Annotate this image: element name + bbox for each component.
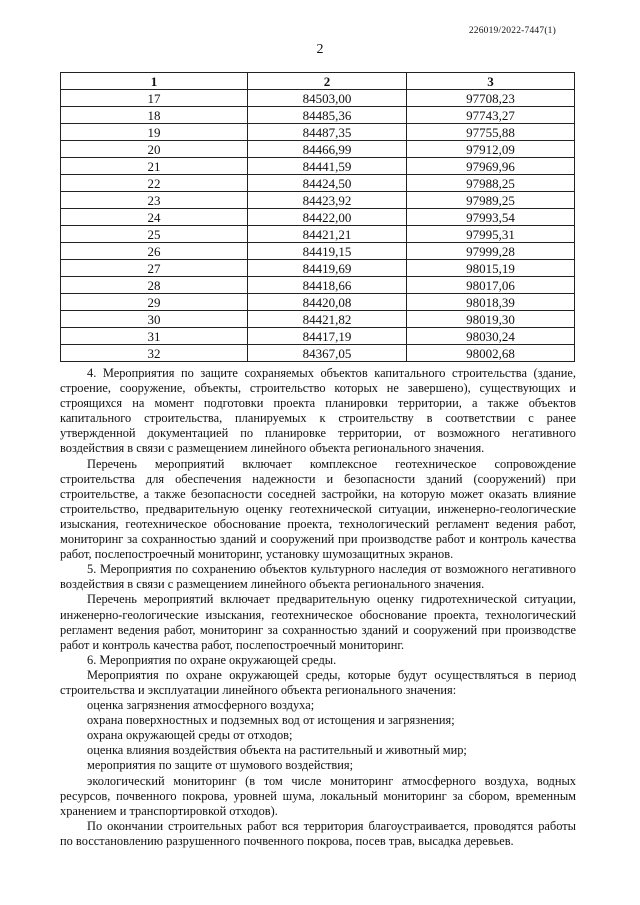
paragraph-section-5: 5. Мероприятия по сохранению объектов культурного наследия от возможного негативного воздействия в связи с размещением линейного объекта регионального значения. (60, 562, 576, 592)
table-header-row (61, 73, 575, 90)
x-coordinate-cell: 84367,05 (248, 345, 407, 362)
table-row (61, 90, 575, 107)
point-number-cell: 22 (61, 175, 248, 192)
table-row (61, 209, 575, 226)
x-coordinate-cell: 84487,35 (248, 124, 407, 141)
x-coordinate-cell: 84419,15 (248, 243, 407, 260)
point-number-cell: 19 (61, 124, 248, 141)
x-coordinate-cell: 84418,66 (248, 277, 407, 294)
column-header: 1 (61, 73, 248, 90)
table-row (61, 345, 575, 362)
table-row (61, 175, 575, 192)
y-coordinate-cell: 98019,30 (407, 311, 575, 328)
table-row (61, 260, 575, 277)
table-row (61, 141, 575, 158)
y-coordinate-cell: 97755,88 (407, 124, 575, 141)
x-coordinate-cell: 84421,21 (248, 226, 407, 243)
y-coordinate-cell: 97999,28 (407, 243, 575, 260)
table-row (61, 124, 575, 141)
x-coordinate-cell: 84421,82 (248, 311, 407, 328)
table-row (61, 328, 575, 345)
paragraph-section-4: 4. Мероприятия по защите сохраняемых объектов капитального строительства (здание, строение, сооружение, объекты, строительство которых не завершено), существующих и строящихся на момент подготовки проекта планировки территории, а также объектов капитального строительства, планируемых к строительству в соответствии с ранее утвержденной документацией по планировке территории, от возможного негативного воздействия в связи с размещением линейного объекта регионального значения. (60, 366, 576, 456)
x-coordinate-cell: 84503,00 (248, 90, 407, 107)
point-number-cell: 31 (61, 328, 248, 345)
y-coordinate-cell: 97989,25 (407, 192, 575, 209)
y-coordinate-cell: 97988,25 (407, 175, 575, 192)
x-coordinate-cell: 84485,36 (248, 107, 407, 124)
x-coordinate-cell: 84419,69 (248, 260, 407, 277)
point-number-cell: 32 (61, 345, 248, 362)
list-item: оценка влияния воздействия объекта на растительный и животный мир; (87, 743, 467, 758)
table-row (61, 158, 575, 175)
y-coordinate-cell: 98030,24 (407, 328, 575, 345)
x-coordinate-cell: 84424,50 (248, 175, 407, 192)
point-number-cell: 24 (61, 209, 248, 226)
paragraph-section-5-measures: Перечень мероприятий включает предварительную оценку гидротехнической ситуации, инженерно-геологические изыскания, геотехническое обоснование проекта, технологический регламент ведения работ, мониторинг за сохранностью зданий и сооружений при производстве работ и контроль качества работ, послепостроечный мониторинг. (60, 592, 576, 652)
y-coordinate-cell: 98015,19 (407, 260, 575, 277)
y-coordinate-cell: 97993,54 (407, 209, 575, 226)
point-number-cell: 21 (61, 158, 248, 175)
x-coordinate-cell: 84423,92 (248, 192, 407, 209)
point-number-cell: 23 (61, 192, 248, 209)
y-coordinate-cell: 98002,68 (407, 345, 575, 362)
column-header: 2 (248, 73, 407, 90)
point-number-cell: 27 (61, 260, 248, 277)
table-row (61, 277, 575, 294)
point-number-cell: 30 (61, 311, 248, 328)
table-row (61, 243, 575, 260)
point-number-cell: 17 (61, 90, 248, 107)
x-coordinate-cell: 84420,08 (248, 294, 407, 311)
paragraph-section-6-intro: Мероприятия по охране окружающей среды, которые будут осуществляться в период строительства и эксплуатации линейного объекта регионального значения: (60, 667, 576, 697)
y-coordinate-cell: 97912,09 (407, 141, 575, 158)
coordinates-table (60, 72, 575, 362)
table-row (61, 107, 575, 124)
table-row (61, 192, 575, 209)
point-number-cell: 18 (61, 107, 248, 124)
table-row (61, 294, 575, 311)
y-coordinate-cell: 98018,39 (407, 294, 575, 311)
list-item: оценка загрязнения атмосферного воздуха; (87, 698, 315, 713)
y-coordinate-cell: 97708,23 (407, 90, 575, 107)
x-coordinate-cell: 84441,59 (248, 158, 407, 175)
point-number-cell: 25 (61, 226, 248, 243)
point-number-cell: 26 (61, 243, 248, 260)
x-coordinate-cell: 84466,99 (248, 141, 407, 158)
paragraph-final: По окончании строительных работ вся территория благоустраивается, проводятся работы по восстановлению разрушенного почвенного покрова, посев трав, высадка деревьев. (60, 818, 576, 848)
document-body (60, 366, 576, 849)
table-body (61, 90, 575, 362)
page-number: 2 (316, 42, 324, 57)
list-item: мероприятия по защите от шумового воздействия; (87, 758, 354, 773)
table-row (61, 226, 575, 243)
x-coordinate-cell: 84417,19 (248, 328, 407, 345)
x-coordinate-cell: 84422,00 (248, 209, 407, 226)
paragraph-section-4-measures: Перечень мероприятий включает комплексное геотехническое сопровождение строительства для обеспечения надежности и безопасности зданий (сооружений) при строительстве, а также безопасности соседней застройки, на которую может оказать влияние строительство, предварительную оценку геотехнической ситуации, инженерно-геологические изыскания, геотехническое обоснование проекта, технологический регламент ведения работ, мониторинг за сохранностью зданий и сооружений при производстве работ и контроль качества работ, послепостроечный мониторинг, установку шумозащитных экранов. (60, 456, 576, 562)
list-item: охрана поверхностных и подземных вод от истощения и загрязнения; (87, 713, 455, 728)
paragraph-section-6: 6. Мероприятия по охране окружающей среды. (87, 652, 337, 667)
y-coordinate-cell: 97995,31 (407, 226, 575, 243)
table-row (61, 311, 575, 328)
document-number: 226019/2022-7447(1) (468, 26, 556, 36)
point-number-cell: 20 (61, 141, 248, 158)
point-number-cell: 29 (61, 294, 248, 311)
list-item: экологический мониторинг (в том числе мониторинг атмосферного воздуха, водных ресурсов, почвенного покрова, уровней шума, локальный мониторинг за сбором, временным хранением и транспортировкой отходов). (60, 773, 576, 818)
y-coordinate-cell: 97969,96 (407, 158, 575, 175)
point-number-cell: 28 (61, 277, 248, 294)
list-item: охрана окружающей среды от отходов; (87, 728, 293, 743)
y-coordinate-cell: 97743,27 (407, 107, 575, 124)
column-header: 3 (407, 73, 575, 90)
y-coordinate-cell: 98017,06 (407, 277, 575, 294)
